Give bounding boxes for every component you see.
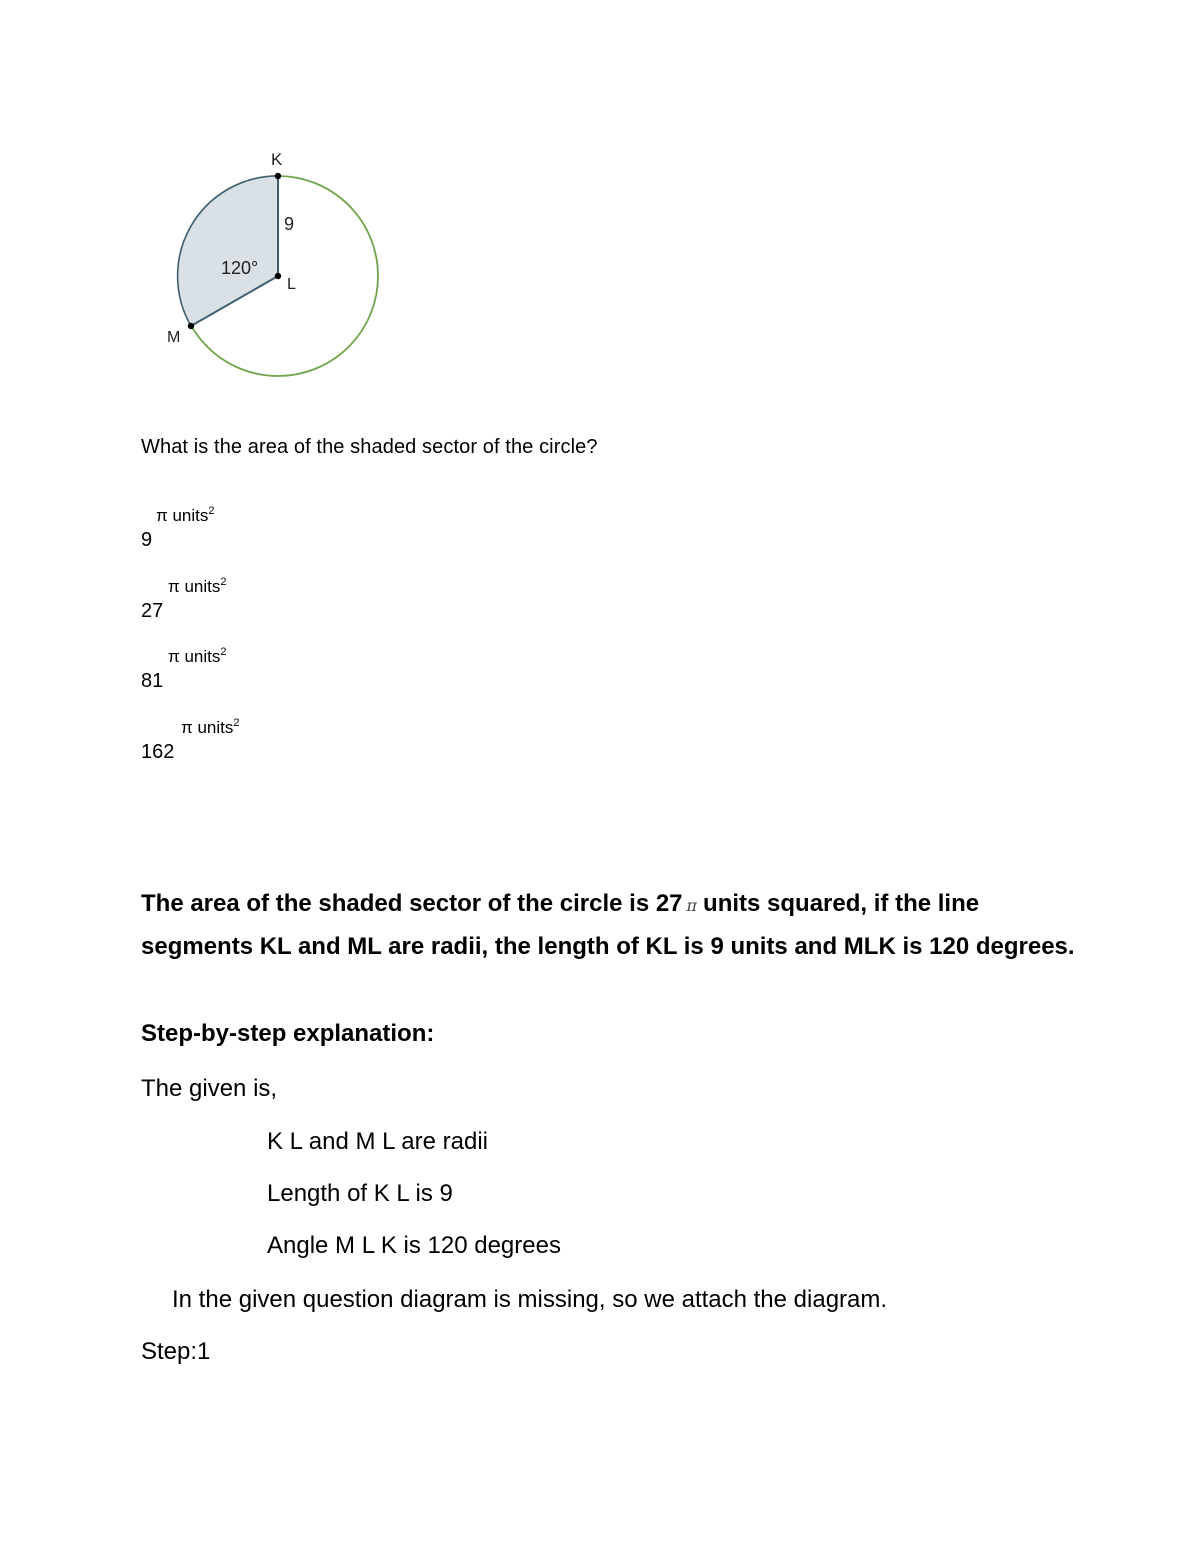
sector-diagram bbox=[150, 140, 400, 390]
choice-value: 27 bbox=[141, 600, 164, 622]
label-m: M bbox=[167, 329, 181, 346]
circle-sector-figure bbox=[150, 140, 400, 390]
choice-value: 9 bbox=[141, 529, 153, 551]
given-intro: The given is, bbox=[141, 1075, 278, 1102]
answer-statement: The area of the shaded sector of the circle is 27 π units squared, if the line segments KL and ML are radii, the length of KL is 9 units and MLK is 120 degrees. bbox=[141, 890, 1075, 960]
given-item: Angle M L K is 120 degrees bbox=[267, 1232, 561, 1259]
point-l bbox=[275, 273, 281, 279]
question-text: What is the area of the shaded sector of the circle? bbox=[141, 436, 598, 458]
diagram-note: In the given question diagram is missing, so we attach the diagram. bbox=[172, 1286, 888, 1313]
label-l: L bbox=[287, 276, 296, 293]
label-k: K bbox=[271, 150, 283, 169]
given-item: K L and M L are radii bbox=[267, 1128, 489, 1155]
choice-unit: π units$^2$ bbox=[181, 717, 240, 737]
point-k bbox=[275, 173, 281, 179]
choice-unit: π units$^2$ bbox=[168, 646, 227, 666]
choice-unit: π units$^2$ bbox=[168, 576, 227, 596]
radius-label: 9 bbox=[284, 214, 295, 234]
choice-value: 162 bbox=[141, 741, 175, 763]
choice-unit: π units$^2$ bbox=[156, 505, 215, 525]
step-label: Step:1 bbox=[141, 1338, 211, 1365]
shaded-sector bbox=[178, 176, 278, 326]
angle-label: 120° bbox=[221, 258, 259, 278]
given-item: Length of K L is 9 bbox=[267, 1180, 453, 1207]
point-m bbox=[188, 323, 194, 329]
pi-symbol: π bbox=[686, 896, 698, 915]
explanation-heading: Step-by-step explanation: bbox=[141, 1020, 435, 1047]
choice-value: 81 bbox=[141, 670, 164, 692]
